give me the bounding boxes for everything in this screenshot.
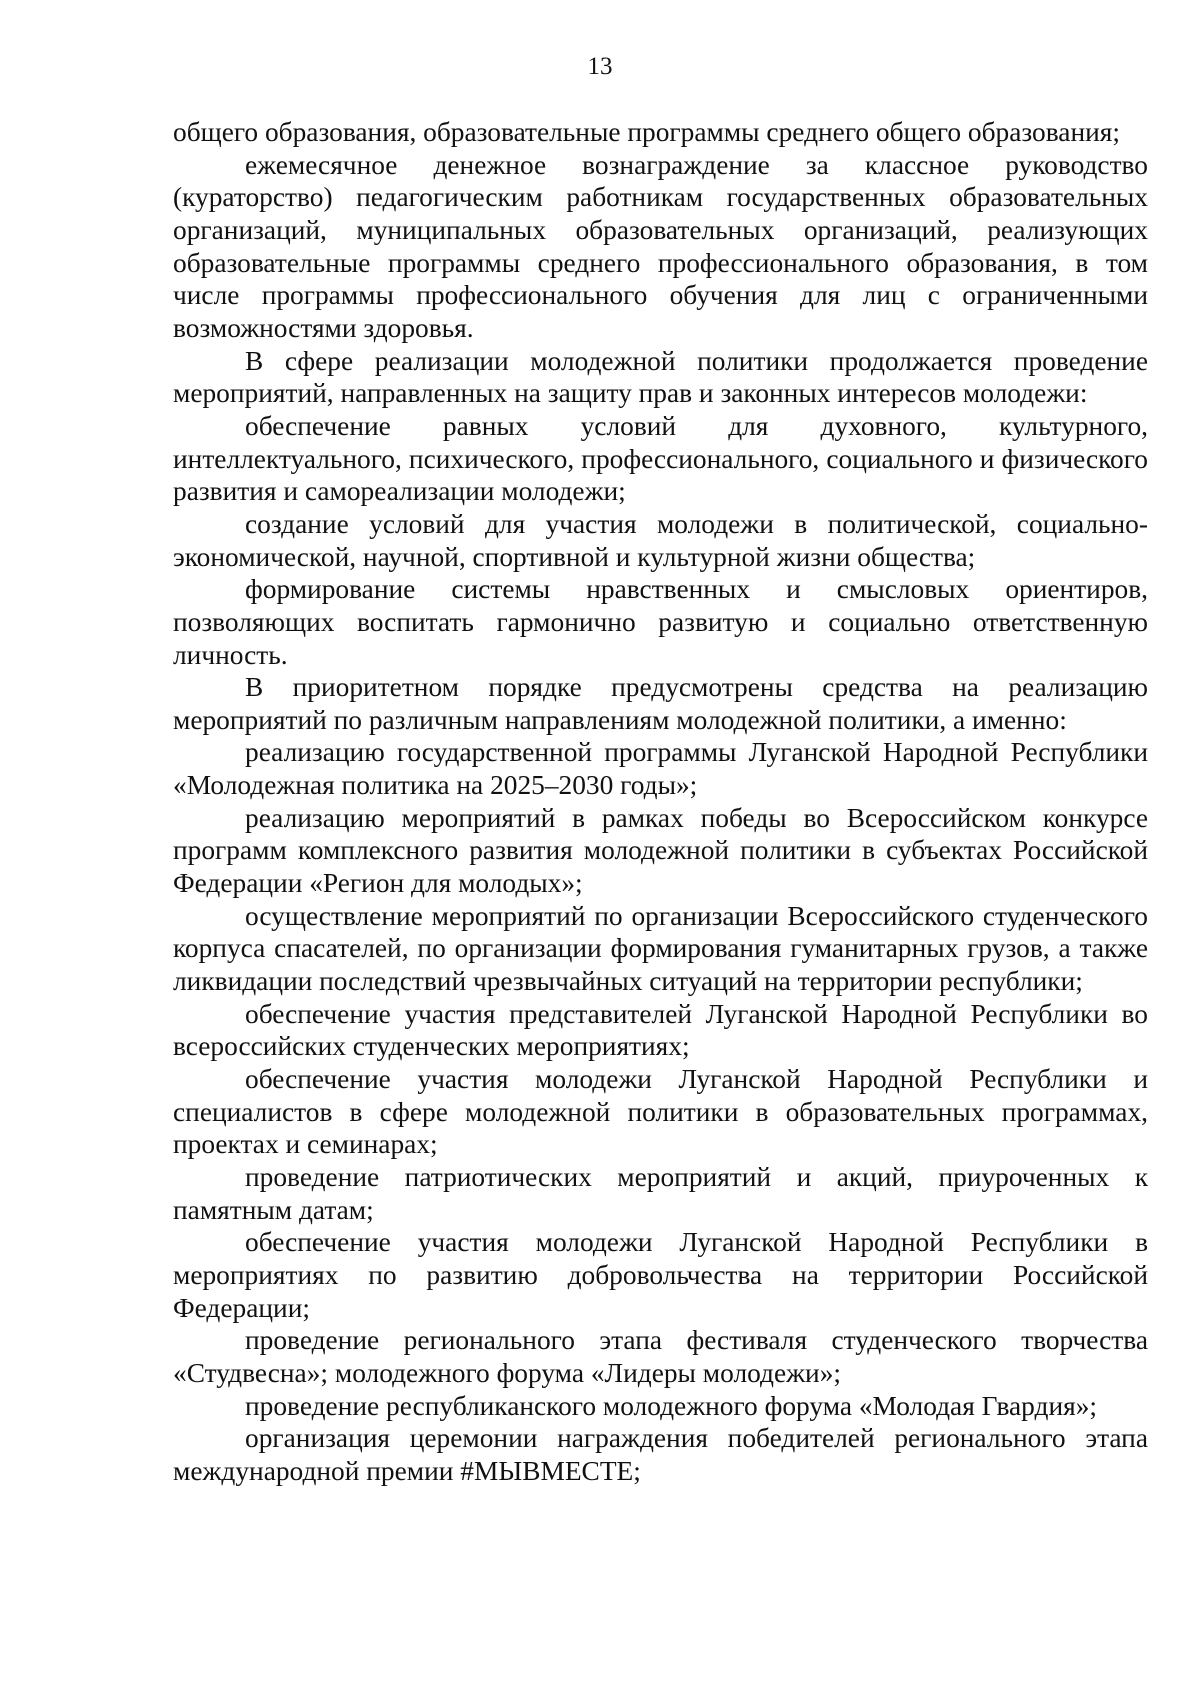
paragraph: В приоритетном порядке предусмотрены средства на реализацию мероприятий по различным направлениям молодежной политики, а именно: xyxy=(173,672,1148,735)
paragraph: общего образования, образовательные программы среднего общего образования; xyxy=(173,117,1120,147)
paragraph: В сфере реализации молодежной политики продолжается проведение мероприятий, направленных на защиту прав и законных интересов молодежи: xyxy=(173,345,1148,409)
document-body xyxy=(173,116,1148,1488)
paragraph: создание условий для участия молодежи в политической, социально-экономической, научной, спортивной и культурной жизни общества; xyxy=(173,508,1148,572)
paragraph: реализацию мероприятий в рамках победы во Всероссийском конкурсе программ комплексного развития молодежной политики в субъектах Российской Федерации «Регион для молодых»; xyxy=(173,802,1148,899)
page-number: 13 xyxy=(587,53,613,80)
paragraph: организация церемонии награждения победителей регионального этапа международной премии #МЫВМЕСТЕ; xyxy=(173,1423,1148,1486)
paragraph: проведение регионального этапа фестиваля студенческого творчества «Студвесна»; молодежного форума «Лидеры молодежи»; xyxy=(173,1325,1148,1388)
paragraph: обеспечение участия представителей Луганской Народной Республики во всероссийских студенческих мероприятиях; xyxy=(173,998,1148,1062)
paragraph: проведение республиканского молодежного форума «Молодая Гвардия»; xyxy=(245,1390,1098,1421)
paragraph: формирование системы нравственных и смысловых ориентиров, позволяющих воспитать гармонично развитую и социально ответственную личность. xyxy=(173,574,1148,670)
paragraph: реализацию государственной программы Луганской Народной Республики «Молодежная политика на 2025–2030 годы»; xyxy=(173,737,1148,801)
paragraph: осуществление мероприятий по организации Всероссийского студенческого корпуса спасателей, по организации формирования гуманитарных грузов, а также ликвидации последствий чрезвычайных ситуаций на территории республики; xyxy=(173,900,1148,997)
paragraph: ежемесячное денежное вознаграждение за классное руководство (кураторство) педагогическим работникам государственных образовательных организаций, муниципальных образовательных организаций, реализующих образовательные программы среднего профессионального образования, в том числе программы профессионального обучения для лиц с ограниченными возможностями здоровья. xyxy=(173,149,1148,343)
paragraph: обеспечение равных условий для духовного, культурного, интеллектуального, психического, профессионального, социального и физического развития и самореализации молодежи; xyxy=(173,410,1148,507)
paragraph: проведение патриотических мероприятий и акций, приуроченных к памятным датам; xyxy=(173,1162,1148,1225)
paragraph: обеспечение участия молодежи Луганской Народной Республики и специалистов в сфере молодежной политики в образовательных программах, проектах и семинарах; xyxy=(173,1064,1148,1160)
paragraph: обеспечение участия молодежи Луганской Народной Республики в мероприятиях по развитию добровольчества на территории Российской Федерации; xyxy=(173,1227,1148,1323)
